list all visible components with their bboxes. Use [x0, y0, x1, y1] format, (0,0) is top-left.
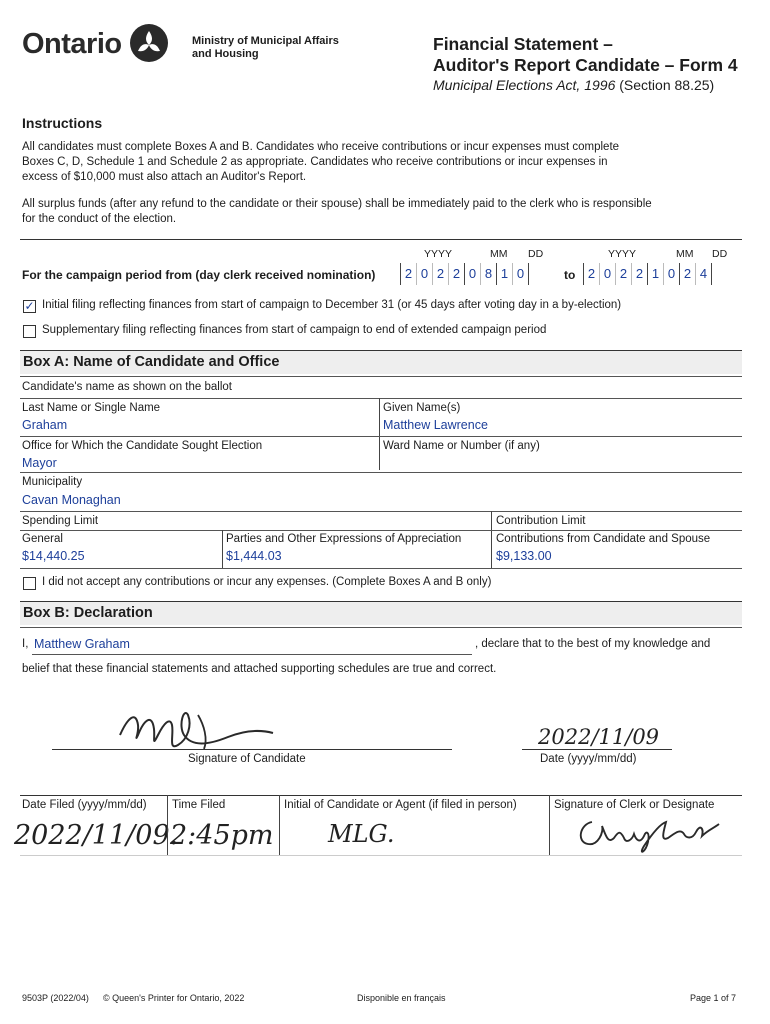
from-mm-label: MM: [490, 248, 508, 260]
to-yyyy-label: YYYY: [608, 248, 637, 260]
date-filed-label: Date Filed (yyyy/mm/dd): [22, 799, 147, 811]
no-contributions-checkbox[interactable]: [23, 577, 36, 590]
initial-handwritten: MLG.: [328, 820, 395, 848]
trillium-logo-icon: [130, 24, 168, 62]
divider: [20, 530, 491, 531]
parties-label: Parties and Other Expressions of Appreciation: [226, 533, 462, 545]
from-year-digit: 2: [433, 263, 449, 285]
column-divider: [222, 530, 223, 568]
spending-limit-label: Spending Limit: [22, 515, 99, 527]
signature-label: Signature of Candidate: [188, 753, 306, 765]
from-year-digit: 2: [449, 263, 465, 285]
to-year-digit: 2: [584, 263, 600, 285]
from-year-digit: 0: [417, 263, 433, 285]
signature-line: [52, 749, 452, 750]
general-label: General: [22, 533, 63, 545]
to-mm-label: MM: [676, 248, 694, 260]
last-name-label: Last Name or Single Name: [22, 402, 161, 414]
to-month-digit: 1: [648, 263, 664, 285]
para1-line2: Boxes C, D, Schedule 1 and Schedule 2 as appropriate. Candidates who receive contributions or incur expenses in: [22, 156, 608, 168]
divider: [20, 436, 742, 437]
from-day-digit: 0: [513, 263, 529, 285]
ward-label: Ward Name or Number (if any): [383, 440, 540, 452]
act-section: (Section 88.25): [619, 77, 715, 93]
box-b-heading: Box B: Declaration: [20, 602, 742, 625]
to-dd-label: DD: [712, 248, 728, 260]
date-label: Date (yyyy/mm/dd): [540, 753, 637, 765]
divider: [20, 239, 742, 240]
campaign-period-label: For the campaign period from (day clerk received nomination): [22, 268, 376, 282]
signature-date-handwritten: 2022/11/09: [538, 725, 660, 749]
para1-line1: All candidates must complete Boxes A and B. Candidates who receive contributions or incur expenses must complete: [22, 141, 620, 153]
initial-filing-checkbox[interactable]: ✓: [24, 299, 35, 313]
to-label: to: [564, 268, 576, 282]
no-contributions-label: I did not accept any contributions or incur any expenses. (Complete Boxes A and B only): [42, 576, 492, 588]
given-name-field[interactable]: Matthew Lawrence: [383, 418, 488, 432]
given-name-label: Given Name(s): [383, 402, 461, 414]
last-name-field[interactable]: Graham: [22, 418, 68, 432]
supplementary-filing-checkbox[interactable]: [23, 325, 36, 338]
para2-line1: All surplus funds (after any refund to the candidate or their spouse) shall be immediately paid to the clerk who is responsible: [22, 198, 652, 210]
from-day-digit: 1: [497, 263, 513, 285]
from-month-digit: 0: [465, 263, 481, 285]
time-filed-handwritten: 2:45pm: [170, 820, 274, 851]
column-divider: [279, 795, 280, 855]
ministry-line2: and Housing: [192, 48, 259, 60]
instructions-heading: Instructions: [22, 115, 103, 131]
divider: [20, 568, 742, 569]
campaign-to-date-field[interactable]: [583, 263, 712, 285]
date-line: [522, 749, 672, 750]
form-title: [433, 34, 738, 76]
time-filed-label: Time Filed: [172, 799, 226, 811]
general-limit-field[interactable]: $14,440.25: [22, 549, 85, 563]
para1-line3: excess of $10,000 must also attach an Auditor's Report.: [22, 171, 307, 183]
instructions-paragraph-2: [22, 197, 722, 227]
contrib-candidate-field[interactable]: $9,133.00: [496, 549, 552, 563]
ministry-line1: Ministry of Municipal Affairs: [192, 35, 339, 47]
title-line1: Financial Statement –: [433, 34, 613, 54]
title-line2: Auditor's Report Candidate – Form 4: [433, 55, 738, 75]
office-label: Office for Which the Candidate Sought Election: [22, 440, 263, 452]
initial-filing-label: Initial filing reflecting finances from start of campaign to December 31 (or 45 days after voting day in a by-election): [42, 299, 622, 311]
page-number: Page 1 of 7: [690, 993, 737, 1003]
declarant-name-field[interactable]: Matthew Graham: [34, 637, 130, 651]
municipality-field[interactable]: Cavan Monaghan: [22, 493, 121, 507]
to-year-digit: 2: [632, 263, 648, 285]
to-year-digit: 2: [616, 263, 632, 285]
declaration-i: I,: [22, 638, 29, 650]
para2-line2: for the conduct of the election.: [22, 213, 177, 225]
ballot-name-label: Candidate's name as shown on the ballot: [22, 381, 232, 393]
campaign-from-date-field[interactable]: [400, 263, 529, 285]
column-divider: [167, 795, 168, 855]
ministry-name: [192, 35, 362, 61]
french-availability-link[interactable]: Disponible en français: [357, 993, 446, 1003]
form-code: 9503P (2022/04): [22, 993, 89, 1003]
instructions-paragraph-1: [22, 140, 722, 185]
from-yyyy-label: YYYY: [424, 248, 453, 260]
to-day-digit: 4: [696, 263, 712, 285]
parties-limit-field[interactable]: $1,444.03: [226, 549, 282, 563]
clerk-signature-label: Signature of Clerk or Designate: [554, 799, 715, 811]
divider: [20, 627, 742, 628]
divider: [20, 511, 742, 512]
divider: [491, 530, 742, 531]
divider: [20, 398, 742, 399]
from-dd-label: DD: [528, 248, 544, 260]
column-divider: [549, 795, 550, 855]
divider: [20, 472, 742, 473]
declare-text: , declare that to the best of my knowledge and: [475, 638, 711, 650]
from-year-digit: 2: [401, 263, 417, 285]
column-divider: [491, 511, 492, 568]
act-name: Municipal Elections Act, 1996: [433, 77, 616, 93]
contribution-limit-label: Contribution Limit: [496, 515, 586, 527]
belief-text: belief that these financial statements and attached supporting schedules are true and correct.: [22, 663, 497, 675]
copyright: © Queen's Printer for Ontario, 2022: [103, 993, 245, 1003]
contrib-candidate-label: Contributions from Candidate and Spouse: [496, 533, 711, 545]
column-divider: [379, 398, 380, 470]
declarant-underline: [32, 654, 472, 655]
divider: [20, 855, 742, 856]
municipality-label: Municipality: [22, 476, 83, 488]
office-field[interactable]: Mayor: [22, 456, 57, 470]
date-filed-handwritten: 2022/11/09.: [14, 820, 179, 851]
divider: [20, 795, 742, 796]
to-month-digit: 0: [664, 263, 680, 285]
divider: [20, 376, 742, 377]
act-reference: [433, 77, 714, 93]
to-day-digit: 2: [680, 263, 696, 285]
initial-label: Initial of Candidate or Agent (if filed in person): [284, 799, 517, 811]
to-year-digit: 0: [600, 263, 616, 285]
supplementary-filing-label: Supplementary filing reflecting finances from start of campaign to end of extended campaign period: [42, 324, 547, 336]
from-month-digit: 8: [481, 263, 497, 285]
box-a-heading: Box A: Name of Candidate and Office: [20, 351, 742, 374]
ontario-logo-text: Ontario: [22, 28, 122, 60]
